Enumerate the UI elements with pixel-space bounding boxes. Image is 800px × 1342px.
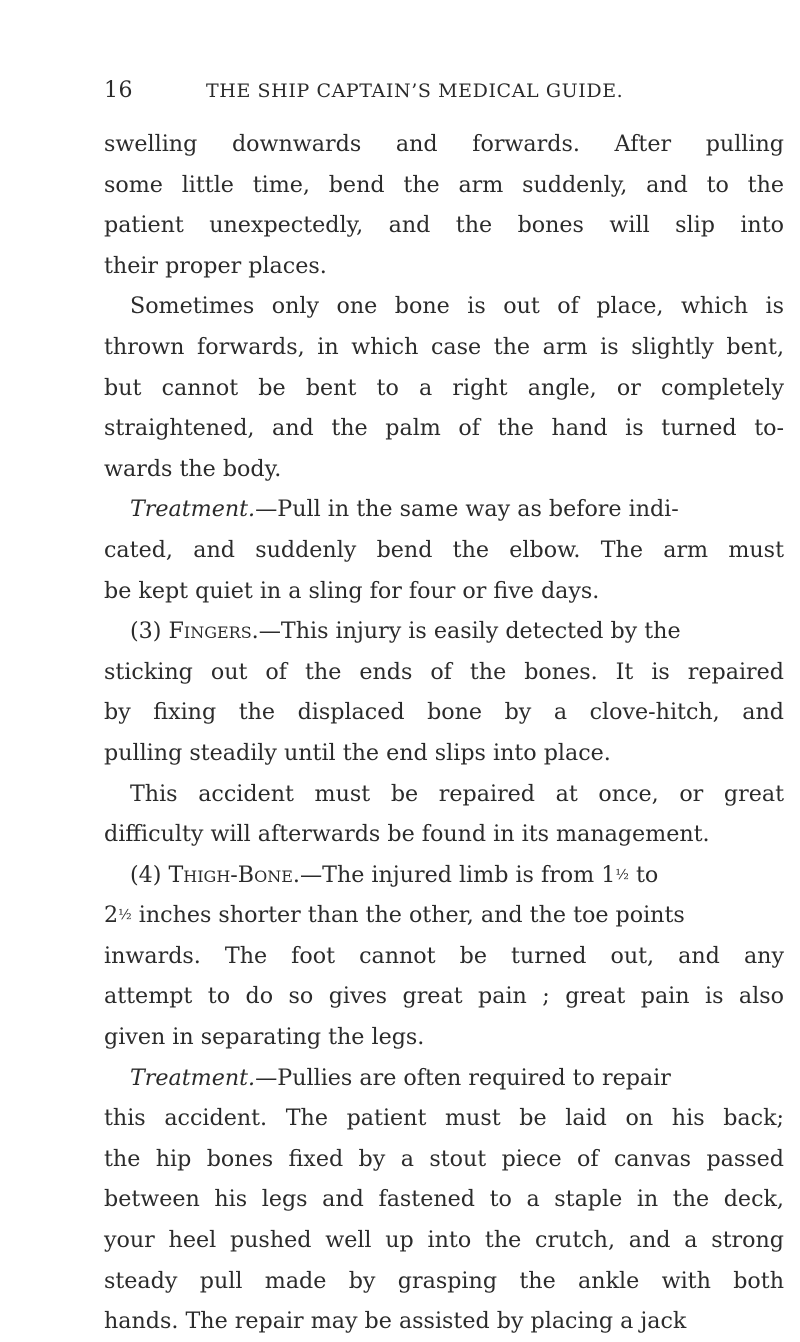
fraction: ½ [615,866,629,883]
page-header [104,78,740,108]
text-line [104,855,784,896]
text-line: attempt to do so gives great pain ; great pain is also [104,983,784,1010]
text-line: difficulty will afterwards be found in its management. [104,821,710,848]
text-line: straightened, and the palm of the hand is turned to- [104,415,784,442]
section-number: (3) [130,618,169,645]
text-line [104,489,784,530]
text-line [104,895,784,936]
text-line: cated, and suddenly bend the elbow. The arm must [104,536,784,563]
section-heading: Thigh-Bone. [168,861,300,888]
text-line: but cannot be bent to a right angle, or completely [104,374,784,401]
text-line: be kept quiet in a sling for four or five days. [104,577,600,604]
text-line [104,1058,784,1099]
text-line: this accident. The patient must be laid on his back; [104,1105,784,1132]
treatment-heading: Treatment. [130,1064,256,1091]
text-line: your heel pushed well up into the crutch, and a strong [104,1227,784,1254]
text-run: inches shorter than the other, and the toe points [131,902,685,929]
text-line: hands. The repair may be assisted by placing a jack [104,1308,687,1335]
text-line: swelling downwards and forwards. After pulling [104,131,784,157]
text-line: some little time, bend the arm suddenly, and to the [104,171,784,198]
text-line: thrown forwards, in which case the arm is slightly bent, [104,333,784,360]
text-run: —Pull in the same way as before indi- [255,496,679,523]
text-line: by fixing the displaced bone by a clove-hitch, and [104,699,784,726]
text-run: to [628,861,659,888]
text-line: Sometimes only one bone is out of place, which is [130,293,784,320]
text-line: sticking out of the ends of the bones. It is repaired [104,658,784,685]
text-line: This accident must be repaired at once, or great [130,780,784,807]
treatment-heading: Treatment. [130,496,256,523]
section-heading: Fingers. [168,618,259,645]
fraction: ½ [118,907,132,924]
text-line: wards the body. [104,455,282,482]
text-run: —Pullies are often required to repair [255,1064,671,1091]
body-text [104,124,784,1342]
text-line: the hip bones fixed by a stout piece of canvas passed [104,1145,784,1172]
text-line: pulling steadily until the end slips into place. [104,739,611,766]
text-line: inwards. The foot cannot be turned out, and any [104,942,784,969]
text-line: their proper places. [104,252,327,279]
text-line: patient unexpectedly, and the bones will slip into [104,212,784,239]
text-line: between his legs and fastened to a staple in the deck, [104,1186,784,1213]
text-run: —The injured limb is from 1 [299,861,616,888]
text-run: —This injury is easily detected by the [258,618,681,645]
running-head: THE SHIP CAPTAIN’S MEDICAL GUIDE. [206,80,624,102]
text-line: steady pull made by grasping the ankle with both [104,1267,784,1294]
text-line [104,611,784,652]
text-run: 2 [104,902,119,929]
text-line: given in separating the legs. [104,1024,425,1051]
page-number: 16 [104,78,133,103]
section-number: (4) [130,861,169,888]
